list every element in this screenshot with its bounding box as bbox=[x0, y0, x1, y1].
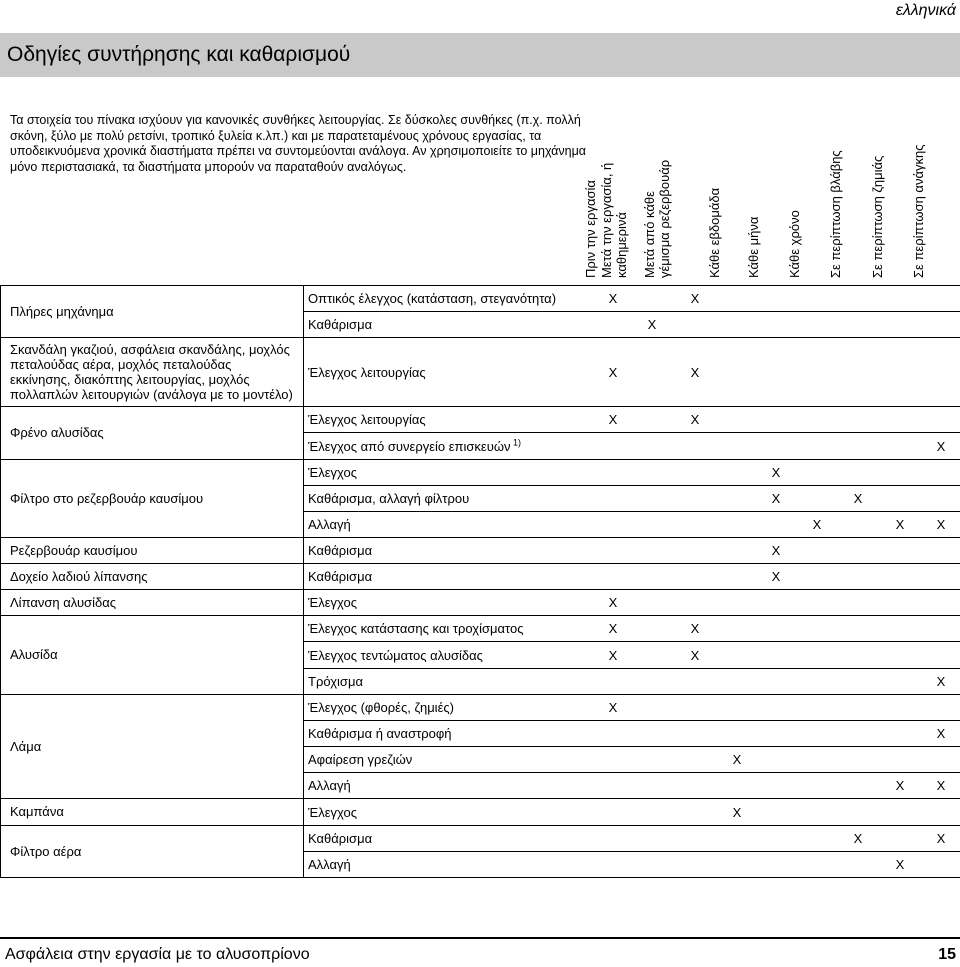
schedule-mark: X bbox=[771, 465, 781, 480]
action-label bbox=[308, 465, 357, 480]
action-label bbox=[308, 621, 523, 636]
action-text: Έλεγχος bbox=[308, 595, 357, 610]
action-label bbox=[308, 805, 357, 820]
schedule-mark: X bbox=[853, 491, 863, 506]
schedule-mark: X bbox=[812, 517, 822, 532]
action-text: Έλεγχος bbox=[308, 465, 357, 480]
column-header-label: Μετά την εργασία, ή καθημερινά bbox=[599, 162, 629, 278]
action-text: Αλλαγή bbox=[308, 517, 351, 532]
schedule-mark: X bbox=[608, 291, 618, 306]
schedule-mark: X bbox=[936, 438, 946, 454]
action-label bbox=[308, 726, 452, 741]
footer-divider bbox=[0, 937, 960, 939]
schedule-mark: X bbox=[936, 517, 946, 532]
action-text: Έλεγχος λειτουργίας bbox=[308, 364, 426, 380]
schedule-mark: X bbox=[608, 621, 618, 636]
action-label bbox=[308, 831, 372, 846]
schedule-mark: X bbox=[690, 364, 700, 380]
column-header-label: Κάθε εβδομάδα bbox=[706, 187, 722, 278]
action-label bbox=[308, 648, 483, 663]
component-label: Λίπανση αλυσίδας bbox=[10, 594, 116, 610]
column-header-label: Σε περίπτωση ανάγκης bbox=[910, 144, 926, 278]
action-text: Έλεγχος τεντώματος αλυσίδας bbox=[308, 647, 483, 663]
table-left-border bbox=[0, 285, 1, 877]
schedule-mark: X bbox=[608, 364, 618, 380]
action-label bbox=[308, 439, 521, 454]
action-label bbox=[308, 752, 412, 767]
schedule-mark: X bbox=[732, 752, 742, 767]
column-header-label: Κάθε χρόνο bbox=[786, 210, 802, 278]
action-text: Οπτικός έλεγχος (κατάσταση, στεγανότητα) bbox=[308, 291, 557, 306]
row-divider bbox=[303, 641, 960, 642]
action-text: Καθάρισμα, αλλαγή φίλτρου bbox=[308, 491, 470, 506]
action-text: Αφαίρεση γρεζιών bbox=[308, 752, 413, 767]
action-text: Αλλαγή bbox=[308, 857, 351, 872]
row-divider bbox=[303, 311, 960, 312]
component-label: Δοχείο λαδιού λίπανσης bbox=[10, 568, 148, 584]
schedule-mark: X bbox=[895, 517, 905, 532]
schedule-mark: X bbox=[895, 857, 905, 872]
action-label bbox=[308, 857, 351, 872]
component-label: Αλυσίδα bbox=[10, 647, 58, 662]
schedule-mark: X bbox=[895, 778, 905, 793]
column-header-label: Μετά από κάθε γέμισμα ρεζερβουάρ bbox=[642, 159, 672, 278]
schedule-mark: X bbox=[732, 804, 742, 820]
schedule-mark: X bbox=[936, 831, 946, 846]
schedule-mark: X bbox=[771, 569, 781, 584]
component-label: Καμπάνα bbox=[10, 804, 64, 819]
row-divider bbox=[0, 877, 960, 878]
schedule-mark: X bbox=[608, 412, 618, 427]
component-label: Λάμα bbox=[10, 738, 42, 754]
schedule-mark: X bbox=[936, 778, 946, 793]
component-column-divider bbox=[303, 285, 304, 877]
action-label bbox=[308, 412, 426, 427]
component-label: Φίλτρο στο ρεζερβουάρ καυσίμου bbox=[10, 490, 204, 506]
row-divider bbox=[303, 511, 960, 512]
action-label bbox=[308, 569, 372, 584]
action-text: Αλλαγή bbox=[308, 778, 351, 793]
component-label: Ρεζερβουάρ καυσίμου bbox=[10, 542, 138, 558]
schedule-mark: X bbox=[608, 595, 618, 610]
component-label: Φίλτρο αέρα bbox=[10, 843, 82, 859]
action-label bbox=[308, 517, 351, 532]
action-text: Καθάρισμα bbox=[308, 543, 373, 558]
component-label: Σκανδάλη γκαζιού, ασφάλεια σκανδάλης, μοχλός πεταλούδας αέρα, μοχλός πεταλούδας εκκίνησης, διακόπτης λειτουργίας, μοχλός πολλαπλών λειτουργιών (ανάλογα με το μοντέλο) bbox=[10, 341, 293, 402]
schedule-mark: X bbox=[771, 543, 781, 558]
footnote-marker: 1) bbox=[510, 437, 521, 448]
action-label bbox=[308, 365, 426, 380]
footer-section-title: Ασφάλεια στην εργασία με το αλυσοπρίονο bbox=[5, 946, 310, 963]
schedule-mark: X bbox=[690, 412, 700, 427]
row-divider bbox=[303, 485, 960, 486]
schedule-mark: X bbox=[936, 726, 946, 741]
action-text: Καθάρισμα ή αναστροφή bbox=[308, 726, 452, 741]
action-label bbox=[308, 778, 351, 793]
column-header-label: Σε περίπτωση ζημιάς bbox=[869, 155, 885, 278]
schedule-mark: X bbox=[690, 647, 700, 663]
action-text: Έλεγχος λειτουργίας bbox=[308, 412, 426, 427]
action-text: Έλεγχος από συνεργείο επισκευών bbox=[308, 438, 511, 454]
action-text: Έλεγχος (φθορές, ζημιές) bbox=[308, 700, 454, 715]
language-label: ελληνικά bbox=[895, 2, 956, 19]
component-label: Πλήρες μηχάνημα bbox=[10, 303, 114, 319]
row-divider bbox=[303, 432, 960, 433]
schedule-mark: X bbox=[690, 291, 700, 306]
column-header-label: Σε περίπτωση βλάβης bbox=[827, 150, 843, 278]
action-text: Έλεγχος κατάστασης και τροχίσματος bbox=[308, 621, 524, 636]
row-divider bbox=[303, 668, 960, 669]
page-number: 15 bbox=[938, 946, 956, 963]
row-divider bbox=[303, 746, 960, 747]
column-header-label: Κάθε μήνα bbox=[745, 216, 761, 278]
action-text: Καθάρισμα bbox=[308, 831, 373, 846]
schedule-mark: X bbox=[647, 317, 657, 332]
schedule-mark: X bbox=[608, 700, 618, 715]
schedule-mark: X bbox=[771, 491, 781, 506]
schedule-mark: X bbox=[608, 647, 618, 663]
action-text: Τρόχισμα bbox=[308, 674, 363, 689]
schedule-mark: X bbox=[936, 674, 946, 689]
action-label bbox=[308, 700, 454, 715]
column-header-label: Πριν την εργασία bbox=[582, 180, 598, 278]
action-label bbox=[308, 595, 357, 610]
row-divider bbox=[303, 720, 960, 721]
action-label bbox=[308, 317, 372, 332]
row-divider bbox=[303, 851, 960, 852]
action-text: Καθάρισμα bbox=[308, 569, 373, 584]
action-label bbox=[308, 543, 372, 558]
schedule-mark: X bbox=[690, 621, 700, 636]
action-label bbox=[308, 674, 363, 689]
action-text: Έλεγχος bbox=[308, 804, 357, 820]
action-label bbox=[308, 291, 556, 306]
action-text: Καθάρισμα bbox=[308, 317, 373, 332]
page-title: Οδηγίες συντήρησης και καθαρισμού bbox=[0, 33, 960, 77]
schedule-mark: X bbox=[853, 831, 863, 846]
action-label bbox=[308, 491, 469, 506]
component-label: Φρένο αλυσίδας bbox=[10, 425, 104, 440]
row-divider bbox=[303, 772, 960, 773]
intro-paragraph: Τα στοιχεία του πίνακα ισχύουν για κανονικές συνθήκες λειτουργίας. Σε δύσκολες συνθήκες (π.χ. πολλή σκόνη, ξύλο με πολύ ρετσίνι, τροπικό ξυλεία κ.λπ.) και με παρατεταμένους χρόνους εργασίας, τα υποδεικνυόμενα χρονικά διαστήματα πρέπει να συντομεύονται ανάλογα. Αν χρησιμοποιείτε το μηχάνημα μόνο περιστασιακά, τα διαστήματα μπορούν να παραταθούν αναλόγως. bbox=[10, 113, 587, 174]
